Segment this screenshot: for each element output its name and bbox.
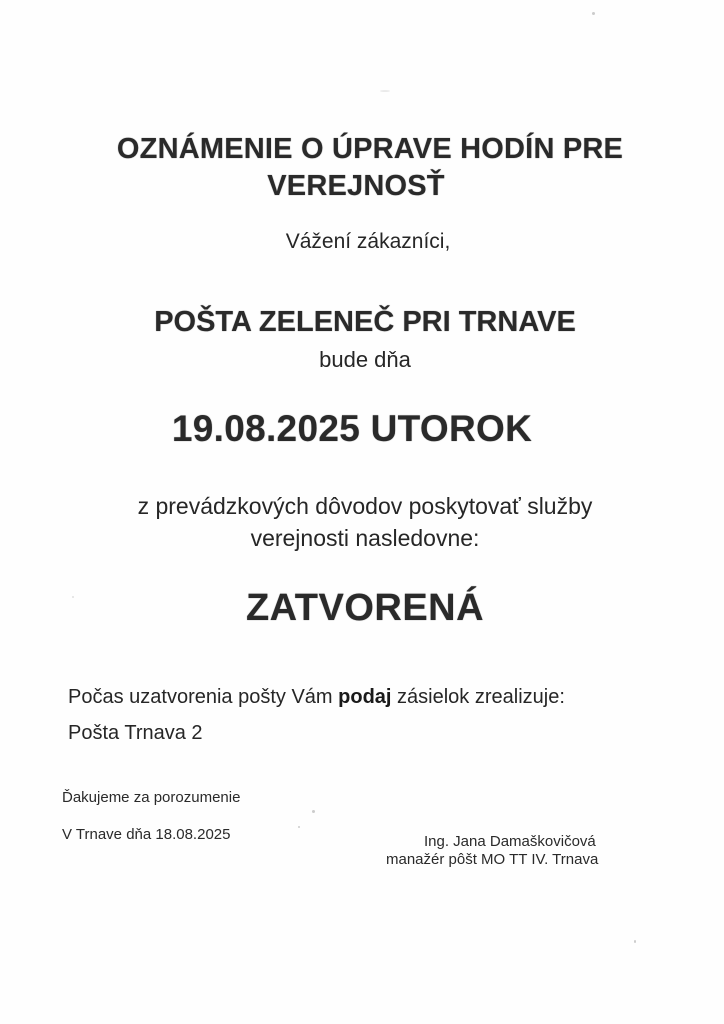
- reason-line-1: z prevádzkových dôvodov poskytovať služby: [137, 493, 593, 519]
- thanks-text: Ďakujeme za porozumenie: [62, 789, 241, 806]
- scan-speck: [72, 596, 74, 598]
- closed-status: ZATVORENÁ: [245, 587, 485, 629]
- signatory-role: manažér pôšt MO TT IV. Trnava: [386, 851, 599, 868]
- reason-line-2: verejnosti nasledovne:: [250, 525, 480, 551]
- during-suffix: zásielok zrealizuje:: [391, 686, 565, 708]
- during-bold-word: podaj: [338, 686, 392, 708]
- notice-title-line-1: OZNÁMENIE O ÚPRAVE HODÍN PRE: [116, 133, 624, 165]
- during-prefix: Počas uzatvorenia pošty Vám: [68, 686, 339, 708]
- greeting: Vážení zákazníci,: [285, 230, 451, 253]
- scan-speck: [634, 940, 636, 943]
- alternative-post-office: Pošta Trnava 2: [68, 722, 203, 744]
- post-office-name: POŠTA ZELENEČ PRI TRNAVE: [154, 306, 576, 338]
- scan-speck: [298, 826, 300, 828]
- will-be-text: bude dňa: [319, 347, 411, 372]
- notice-title-line-2: VEREJNOSŤ: [267, 170, 445, 202]
- during-closure-text: [68, 686, 565, 709]
- place-and-date: V Trnave dňa 18.08.2025: [62, 826, 231, 843]
- signatory-name: Ing. Jana Damaškovičová: [424, 833, 596, 850]
- closure-date: 19.08.2025 UTOROK: [171, 408, 533, 449]
- scan-speck: [312, 810, 315, 813]
- scan-speck: [592, 12, 595, 15]
- scan-speck: [380, 90, 390, 92]
